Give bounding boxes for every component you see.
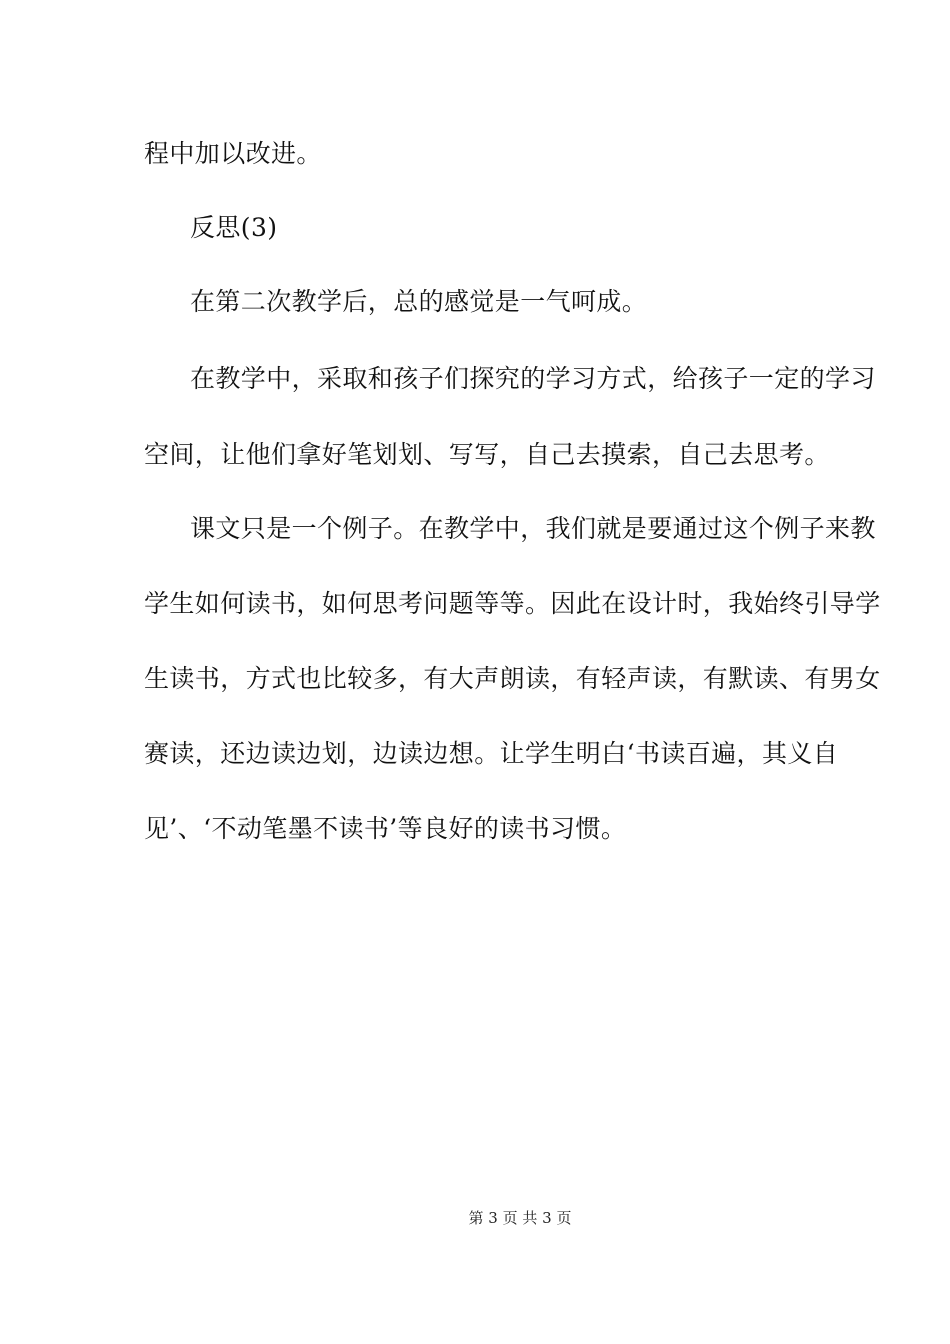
paragraph-line: 课文只是一个例子。在教学中，我们就是要通过这个例子来教 [190, 514, 876, 543]
paragraph-line: 学生如何读书，如何思考问题等等。因此在设计时，我始终引导学 [144, 589, 881, 618]
page-footer: 第 3 页 共 3 页 [468, 1209, 572, 1227]
paragraph-line: 程中加以改进。 [144, 139, 322, 168]
paragraph-line: 生读书，方式也比较多，有大声朗读，有轻声读，有默读、有男女 [144, 664, 881, 693]
paragraph-line: 空间，让他们拿好笔划划、写写，自己去摸索，自己去思考。 [144, 440, 830, 469]
paragraph-line: 在第二次教学后，总的感觉是一气呵成。 [190, 287, 648, 316]
section-heading: 反思(3) [190, 213, 278, 242]
paragraph-line: 赛读，还边读边划，边读边想。让学生明白‘书读百遍，其义自 [144, 739, 839, 768]
paragraph-line: 在教学中，采取和孩子们探究的学习方式，给孩子一定的学习 [190, 364, 876, 393]
paragraph-line: 见’、‘不动笔墨不读书’等良好的读书习惯。 [144, 814, 627, 843]
